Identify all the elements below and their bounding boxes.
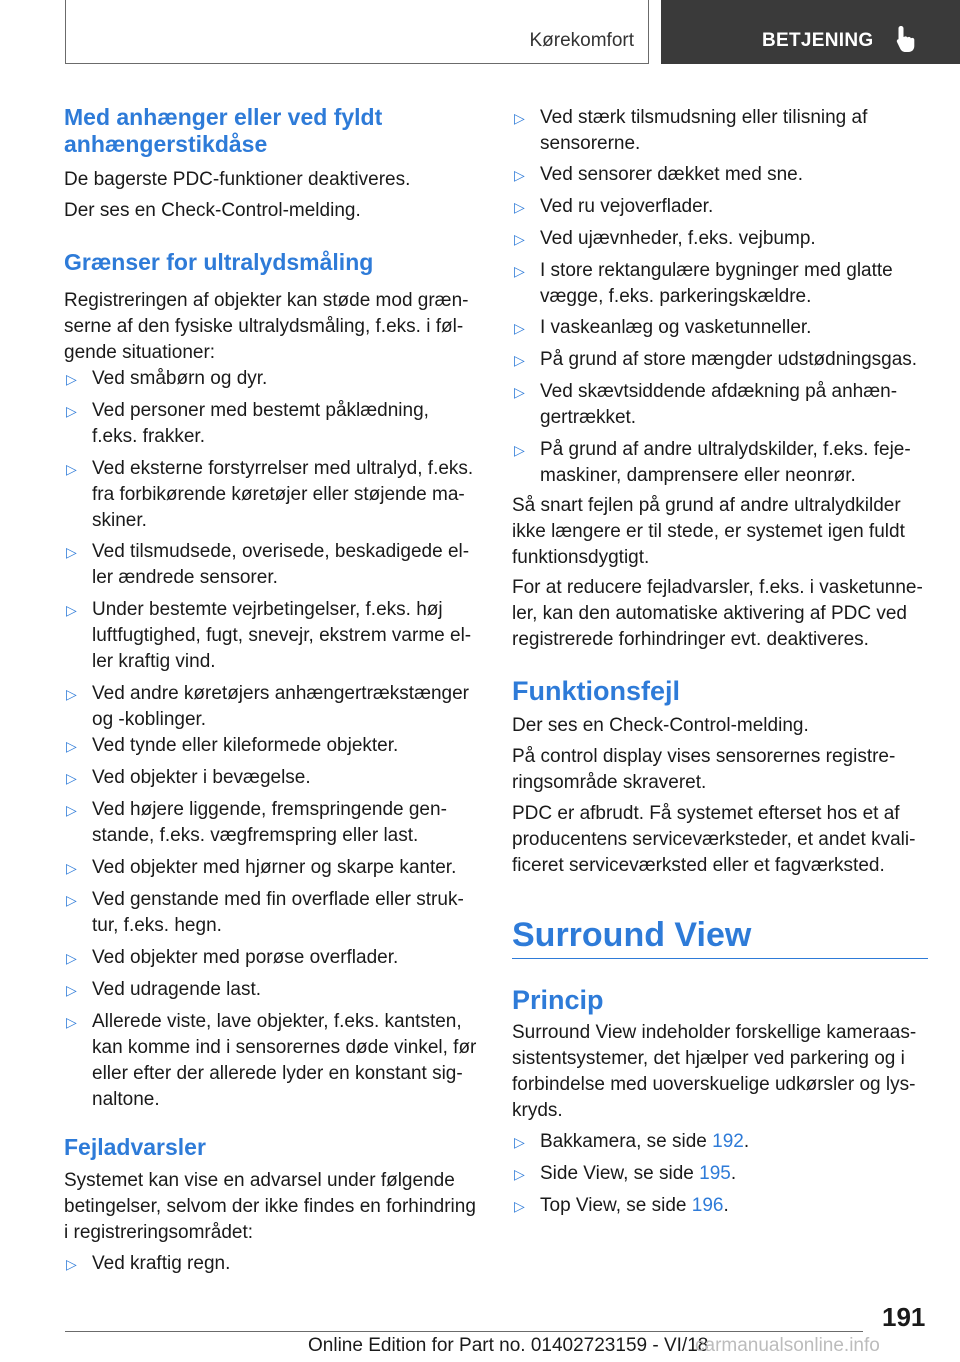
paragraph-line: Systemet kan vise en advarsel under følgende: [64, 1170, 455, 1191]
paragraph-line: funktionsdygtigt.: [512, 547, 650, 568]
list-item-line: Ved tilsmudsede, overisede, beskadigede el-: [92, 541, 470, 562]
list-item-line: På grund af andre ultralydskilder, f.eks. feje-: [540, 439, 911, 460]
list-item-line: I vaskeanlæg og vasketunneller.: [540, 317, 812, 338]
list-item: [512, 258, 928, 310]
page-link-192[interactable]: 192: [712, 1131, 744, 1152]
paragraph-line: betingelser, selvom der ikke findes en forhindring: [64, 1196, 476, 1217]
list-item: [512, 379, 928, 431]
bullet-triangle-icon: ▷: [66, 1256, 77, 1272]
list-item: [512, 315, 928, 341]
list-item: [512, 347, 928, 373]
bullet-triangle-icon: ▷: [66, 950, 77, 966]
paragraph-line: PDC er afbrudt. Få systemet efterset hos et af: [512, 803, 900, 824]
paragraph-line: Der ses en Check-Control-melding.: [512, 715, 809, 736]
list-item: [64, 887, 480, 939]
list-item-line: Ved andre køretøjers anhængertrækstænger: [92, 683, 470, 704]
ref-text: Side View, se side: [540, 1163, 700, 1184]
list-item: [64, 456, 480, 534]
list-item-line: Ved tynde eller kileformede objekter.: [92, 735, 399, 756]
ref-text: Bakkamera, se side: [540, 1131, 713, 1152]
list-item: [64, 797, 480, 849]
list-item-line: Ved udragende last.: [92, 979, 262, 1000]
list-item-line: Ved skævtsiddende afdækning på anhæn-: [540, 381, 898, 402]
watermark: carmanualsonline.info: [695, 1335, 880, 1356]
list-item-line: Ved objekter i bevægelse.: [92, 767, 311, 788]
header-bottom-border: [65, 63, 649, 64]
list-item-ref-rear-camera: ▷ Bakkamera, se side 192.: [512, 1129, 928, 1155]
list-item: [64, 539, 480, 591]
bullet-triangle-icon: ▷: [514, 110, 525, 126]
bullet-triangle-icon: ▷: [66, 403, 77, 419]
bullet-triangle-icon: ▷: [66, 544, 77, 560]
paragraph-line: ler, kan den automatiske aktivering af PDC ved: [512, 603, 907, 624]
bullet-triangle-icon: ▷: [514, 263, 525, 279]
paragraph: De bagerste PDC-funktioner deaktiveres.: [64, 169, 411, 190]
header-chapter-tab: [661, 0, 960, 64]
section-rule: [512, 958, 928, 959]
paragraph-line: kryds.: [512, 1100, 563, 1121]
paragraph-line: ikke længere er til stede, er systemet igen fuldt: [512, 521, 905, 542]
pointing-hand-icon: [894, 24, 920, 54]
header-left-border: [65, 0, 66, 64]
list-item-line: Ved højere liggende, fremspringende gen-: [92, 799, 447, 820]
list-item-line: f.eks. frakker.: [92, 426, 205, 447]
list-item-line: Under bestemte vejrbetingelser, f.eks. høj: [92, 599, 443, 620]
list-item: [64, 945, 480, 971]
footer-rule: [65, 1331, 863, 1332]
list-item-line: Ved eksterne forstyrrelser med ultralyd, f.eks.: [92, 458, 474, 479]
bullet-triangle-icon: ▷: [514, 320, 525, 336]
list-item-line: kan komme ind i sensorernes døde vinkel, før: [92, 1037, 477, 1058]
bullet-triangle-icon: ▷: [66, 602, 77, 618]
bullet-triangle-icon: ▷: [66, 982, 77, 998]
list-item-line: Ved personer med bestemt påklædning,: [92, 400, 429, 421]
list-item-ref-top-view: ▷ Top View, se side 196.: [512, 1193, 928, 1219]
list-item-line: Ved ru vejoverflader.: [540, 196, 714, 217]
bullet-triangle-icon: ▷: [66, 461, 77, 477]
list-item-line: Ved objekter med porøse overflader.: [92, 947, 399, 968]
header-chapter-label: BETJENING: [762, 30, 874, 51]
paragraph-line: ringsområde skraveret.: [512, 772, 707, 793]
paragraph-line: Registreringen af objekter kan støde mod græn-: [64, 290, 469, 311]
list-item: [64, 1009, 480, 1113]
list-item: [512, 226, 928, 252]
paragraph-line: serne af den fysiske ultralydsmåling, f.eks. i føl-: [64, 316, 464, 337]
list-item: [64, 855, 480, 881]
list-item-line: Ved stærk tilsmudsning eller tilisning af: [540, 107, 868, 128]
paragraph-line: producentens serviceværksteder, et andet kvali-: [512, 829, 916, 850]
paragraph-line: gende situationer:: [64, 342, 216, 363]
list-item-line: ler kraftig vind.: [92, 651, 216, 672]
list-item: [512, 194, 928, 220]
bullet-triangle-icon: ▷: [514, 199, 525, 215]
bullet-triangle-icon: ▷: [66, 686, 77, 702]
ref-text: Top View, se side: [540, 1195, 692, 1216]
list-item-line: fra forbikørende køretøjer eller støjende ma-: [92, 484, 465, 505]
paragraph-line: registrerede forhindringer evt. deaktiveres.: [512, 629, 869, 650]
heading-malfunction: Funktionsfejl: [512, 676, 680, 706]
heading-surround-view: Surround View: [512, 916, 752, 954]
bullet-triangle-icon: ▷: [514, 231, 525, 247]
bullet-triangle-icon: ▷: [514, 1198, 525, 1214]
bullet-triangle-icon: ▷: [66, 802, 77, 818]
list-item: [64, 977, 480, 1003]
bullet-triangle-icon: ▷: [66, 770, 77, 786]
paragraph-line: i registreringsområdet:: [64, 1222, 254, 1243]
paragraph-line: For at reducere fejladvarsler, f.eks. i vasketunne-: [512, 577, 923, 598]
page-link-195[interactable]: 195: [699, 1163, 731, 1184]
list-item-line: Ved sensorer dækket med sne.: [540, 164, 803, 185]
footer-edition: Online Edition for Part no. 01402723159 - VI/18: [308, 1335, 709, 1356]
list-item: [64, 681, 480, 733]
bullet-triangle-icon: ▷: [514, 1134, 525, 1150]
list-item-line: eller efter der allerede lyder en konstant sig-: [92, 1063, 463, 1084]
paragraph-line: ficeret serviceværksted eller et fagværksted.: [512, 855, 885, 876]
list-item-line: ler ændrede sensorer.: [92, 567, 278, 588]
bullet-triangle-icon: ▷: [514, 1166, 525, 1182]
list-item: [64, 597, 480, 675]
list-item-line: Ved småbørn og dyr.: [92, 368, 268, 389]
list-item-line: vægge, f.eks. parkeringskældre.: [540, 286, 812, 307]
heading-trailer: [64, 104, 444, 158]
list-item-line: På grund af store mængder udstødningsgas.: [540, 349, 918, 370]
list-item-line: og -koblinger.: [92, 709, 207, 730]
list-item-line: gertrækket.: [540, 407, 637, 428]
list-item-line: skiner.: [92, 510, 147, 531]
bullet-triangle-icon: ▷: [66, 860, 77, 876]
page-number: 191: [882, 1302, 926, 1332]
heading-principle: Princip: [512, 985, 604, 1015]
bullet-triangle-icon: ▷: [66, 892, 77, 908]
list-item-line: Ved genstande med fin overflade eller struk-: [92, 889, 464, 910]
list-item: [64, 398, 480, 450]
list-item: [512, 437, 928, 489]
list-item: [64, 366, 480, 392]
header-section-title: Kørekomfort: [529, 30, 634, 51]
list-item-line: maskiner, damprensere eller neonrør.: [540, 465, 856, 486]
paragraph-line: Surround View indeholder forskellige kameraas-: [512, 1022, 917, 1043]
bullet-triangle-icon: ▷: [514, 442, 525, 458]
list-item-line: tur, f.eks. hegn.: [92, 915, 222, 936]
bullet-triangle-icon: ▷: [66, 738, 77, 754]
list-item-line: luftfugtighed, fugt, snevejr, ekstrem varme el-: [92, 625, 472, 646]
list-item-line: Ved objekter med hjørner og skarpe kanter.: [92, 857, 457, 878]
page-link-196[interactable]: 196: [691, 1195, 724, 1216]
list-item: [512, 105, 928, 157]
list-item: [512, 162, 928, 188]
bullet-triangle-icon: ▷: [66, 1014, 77, 1030]
heading-ultrasonic-limits: Grænser for ultralydsmåling: [64, 249, 374, 275]
paragraph: Der ses en Check-Control-melding.: [64, 200, 361, 221]
list-item-line: Ved ujævnheder, f.eks. vejbump.: [540, 228, 816, 249]
heading-trailer-text: Med anhænger eller ved fyldt anhængerstikdåse: [64, 104, 383, 157]
list-item-text: Ved kraftig regn.: [92, 1253, 231, 1274]
bullet-triangle-icon: ▷: [514, 384, 525, 400]
bullet-triangle-icon: ▷: [514, 167, 525, 183]
list-item: [64, 1251, 480, 1277]
header-separator: [648, 0, 649, 64]
paragraph-line: forbindelse med uoverskuelige udkørsler og lys-: [512, 1074, 916, 1095]
list-item-line: naltone.: [92, 1089, 160, 1110]
heading-false-warnings: Fejladvarsler: [64, 1134, 206, 1160]
list-item-line: Allerede viste, lave objekter, f.eks. kantsten,: [92, 1011, 462, 1032]
paragraph-line: sistentsystemer, det hjælper ved parkering og i: [512, 1048, 905, 1069]
list-item-line: I store rektangulære bygninger med glatte: [540, 260, 893, 281]
paragraph-line: Så snart fejlen på grund af andre ultralydkilder: [512, 495, 901, 516]
list-item-line: stande, f.eks. vægfremspring eller last.: [92, 825, 419, 846]
list-item-ref-side-view: ▷ Side View, se side 195.: [512, 1161, 928, 1187]
list-item-line: sensorerne.: [540, 133, 641, 154]
paragraph-line: På control display vises sensorernes registre-: [512, 746, 896, 767]
bullet-triangle-icon: ▷: [514, 352, 525, 368]
list-item: [64, 733, 480, 759]
bullet-triangle-icon: ▷: [66, 371, 77, 387]
list-item: [64, 765, 480, 791]
